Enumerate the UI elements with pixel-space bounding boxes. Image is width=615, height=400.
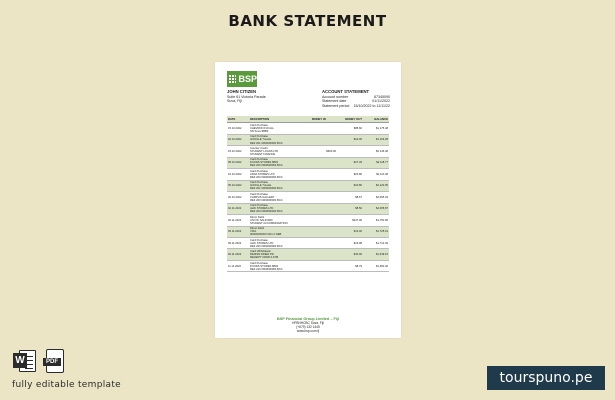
table-row	[227, 249, 389, 260]
balance-cell: $1,712.49	[363, 237, 389, 248]
description-line: REF 200 0000000000 BCC	[250, 244, 283, 248]
description-cell	[249, 226, 311, 237]
balance-cell: $1,175.48	[363, 123, 389, 134]
description-line: Card Purchase	[250, 169, 268, 173]
table-header-row	[227, 116, 389, 123]
description-line: SN Suva SBBF	[250, 130, 269, 134]
money-in-cell	[311, 237, 337, 248]
description-cell	[249, 146, 311, 157]
description-line: STUDENT ACCOMMODATION	[250, 221, 288, 225]
description-line: REF 201 0000000000 BCC	[250, 187, 283, 191]
description-line: Direct Debit	[250, 215, 265, 219]
column-header: MONEY IN	[311, 116, 337, 123]
money-out-cell: $88.60	[337, 123, 363, 134]
date-cell: 19.10.2022	[227, 169, 249, 180]
description-cell	[249, 203, 311, 214]
bank-logo	[227, 71, 257, 87]
account-label: Statement period	[322, 103, 350, 108]
description-line: Counter Credit	[250, 146, 268, 150]
table-row	[227, 180, 389, 191]
date-cell: 09.11.2022	[227, 237, 249, 248]
description-line: ALDI STORES LTD	[250, 207, 274, 211]
page-title: BANK STATEMENT	[228, 12, 387, 30]
description-line: REF 200 0000000000 BCC	[250, 198, 283, 202]
description-line: ASDA STORES LTD	[250, 172, 275, 176]
customer-address-line: Suite 61 Victoria Parade	[227, 94, 266, 99]
date-cell: 20.11.2022	[227, 215, 249, 226]
account-label: Statement date	[322, 99, 347, 104]
date-cell: 18.10.2022	[227, 146, 249, 157]
table-row	[227, 134, 389, 145]
account-label: Account number	[322, 94, 349, 99]
date-cell: 02.11.2022	[227, 249, 249, 260]
word-document-icon: W	[13, 349, 37, 373]
money-in-cell	[311, 249, 337, 260]
description-line: REF 200 0000000000 BCC	[250, 175, 283, 179]
date-cell: 20.10.2022	[227, 192, 249, 203]
footer-line: HFBHHCBC Suva, Fiji	[292, 321, 324, 325]
statement-document	[215, 62, 401, 338]
format-icons	[13, 349, 67, 373]
description-line: ALDI STORES LTD	[250, 241, 274, 245]
money-out-cell: $8.79	[337, 260, 363, 271]
description-cell	[249, 123, 311, 134]
description-line: 00000000000 0111 0 DEB	[250, 233, 282, 237]
brand-badge[interactable]: tourspuno.pe	[487, 366, 605, 390]
date-cell: 02.10.2022	[227, 134, 249, 145]
balance-cell: $2,118.77	[363, 157, 389, 168]
date-cell: 05.11.2022	[227, 226, 249, 237]
description-cell	[249, 237, 311, 248]
date-cell: 05.10.2022	[227, 157, 249, 168]
table-row	[227, 146, 389, 157]
table-row	[227, 237, 389, 248]
balance-cell: $1,725.19	[363, 226, 389, 237]
money-out-cell: $10.80	[337, 180, 363, 191]
transactions-body	[227, 123, 389, 272]
account-value: 87345090	[374, 94, 390, 99]
description-line: FOODS STORES 8893	[250, 264, 279, 268]
description-line: Card Purchase	[250, 238, 268, 242]
money-in-cell	[311, 260, 337, 271]
table-row	[227, 123, 389, 134]
account-row	[322, 104, 390, 109]
money-in-cell	[311, 123, 337, 134]
description-line: Card Purchase	[250, 135, 268, 139]
table-row	[227, 215, 389, 226]
column-header: BALANCE	[363, 116, 389, 123]
account-block	[322, 90, 390, 108]
customer-name: JOHN CITIZEN	[227, 89, 257, 94]
money-in-cell: $600.00	[311, 146, 337, 157]
description-line: GOOGLE *Gsuite	[250, 184, 272, 188]
description-cell	[249, 180, 311, 191]
description-line: REF 200 0000000000 BCC	[250, 164, 283, 168]
money-out-cell: $8.50	[337, 203, 363, 214]
description-line: CHEVRON FIJI ALL	[250, 126, 275, 130]
money-in-cell	[311, 192, 337, 203]
description-cell	[249, 134, 311, 145]
description-line: STUDENT FINANCE	[250, 153, 276, 156]
table-row	[227, 226, 389, 237]
money-in-cell	[311, 226, 337, 237]
account-value: 15/10/2022 to 11/11/22	[353, 103, 390, 108]
description-line: Direct Debit	[250, 227, 265, 231]
balance-cell: $1,750.95	[363, 215, 389, 226]
account-value: 01/11/2022	[372, 99, 390, 104]
table-row	[227, 157, 389, 168]
money-in-cell	[311, 134, 337, 145]
description-line: UNI OF SALFORD	[250, 218, 273, 222]
description-line: Card Purchase	[250, 204, 268, 208]
money-out-cell: $40.00	[337, 249, 363, 260]
description-line: REF 210 0000000000 BCC	[250, 267, 283, 271]
description-line: Card Purchase	[250, 181, 268, 185]
description-line: Card Purchase	[250, 158, 268, 162]
money-in-cell	[311, 169, 337, 180]
description-line: STUDENT LOANS LTD	[250, 149, 279, 153]
table-row	[227, 260, 389, 271]
footer-bank-name: BSP Financial Group Limited – Fiji	[277, 317, 339, 321]
money-out-cell: $8.67	[337, 192, 363, 203]
statement-footer	[215, 317, 401, 333]
column-header: DESCRIPTION	[249, 116, 311, 123]
money-in-cell	[311, 215, 337, 226]
description-line: Card Purchase	[250, 192, 268, 196]
balance-cell: $2,065.03	[363, 192, 389, 203]
description-line: Card Purchase	[250, 261, 268, 265]
description-cell	[249, 157, 311, 168]
account-heading: ACCOUNT STATEMENT	[322, 89, 370, 94]
balance-cell: $2,136.48	[363, 146, 389, 157]
footer-line: (+679) 132 1445	[296, 325, 320, 329]
money-out-cell: $17.49	[337, 157, 363, 168]
logo-mark-icon	[229, 75, 236, 83]
transactions-table	[227, 116, 389, 272]
description-cell	[249, 249, 311, 260]
logo-text: BSP	[238, 74, 257, 84]
column-header: DATE	[227, 116, 249, 123]
date-cell: 15.10.2022	[227, 123, 249, 134]
date-cell: 05.10.2022	[227, 180, 249, 191]
balance-cell: $2,110.48	[363, 169, 389, 180]
money-out-cell	[337, 146, 363, 157]
customer-block	[227, 90, 266, 104]
date-cell: 11.11.2022	[227, 260, 249, 271]
pdf-file-icon: PDF	[43, 349, 67, 373]
balance-cell: $2,065.87	[363, 203, 389, 214]
balance-cell: $2,120.05	[363, 180, 389, 191]
money-out-cell: $13.00	[337, 226, 363, 237]
description-line: RECEIPT 00000 0 ATM	[250, 256, 279, 260]
table-row	[227, 203, 389, 214]
balance-cell: $1,660.46	[363, 260, 389, 271]
balance-cell: $1,649.15	[363, 249, 389, 260]
description-line: REF 200 0000000000 BCC	[250, 210, 283, 214]
table-row	[227, 192, 389, 203]
money-out-cell: $347.00	[337, 215, 363, 226]
footer-line: www.bsp.com.fj	[296, 329, 320, 333]
money-in-cell	[311, 157, 337, 168]
column-header: MONEY OUT	[337, 116, 363, 123]
money-out-cell: $23.80	[337, 169, 363, 180]
description-line: DENNIS DINER PD	[250, 253, 274, 257]
money-out-cell: $16.98	[337, 237, 363, 248]
description-line: REF 201 0000000000 BCC	[250, 141, 283, 145]
customer-address-line: Suva, Fiji	[227, 99, 242, 104]
description-cell	[249, 260, 311, 271]
money-out-cell: $12.00	[337, 134, 363, 145]
description-line: FOODS STORES 8893	[250, 161, 279, 165]
description-line: GOOGLE *Gsuite	[250, 138, 272, 142]
money-in-cell	[311, 180, 337, 191]
description-line: CAMPUS GALLERY	[250, 195, 275, 199]
balance-cell: $1,163.28	[363, 134, 389, 145]
table-row	[227, 169, 389, 180]
editable-caption: fully editable template	[12, 380, 121, 390]
description-cell	[249, 169, 311, 180]
description-line: Card Purchase	[250, 123, 268, 127]
description-cell	[249, 192, 311, 203]
description-line: VISA	[250, 230, 257, 234]
date-cell: 02.11.2022	[227, 203, 249, 214]
money-in-cell	[311, 203, 337, 214]
description-cell	[249, 215, 311, 226]
description-line: Cash Withdrawal	[250, 250, 271, 254]
